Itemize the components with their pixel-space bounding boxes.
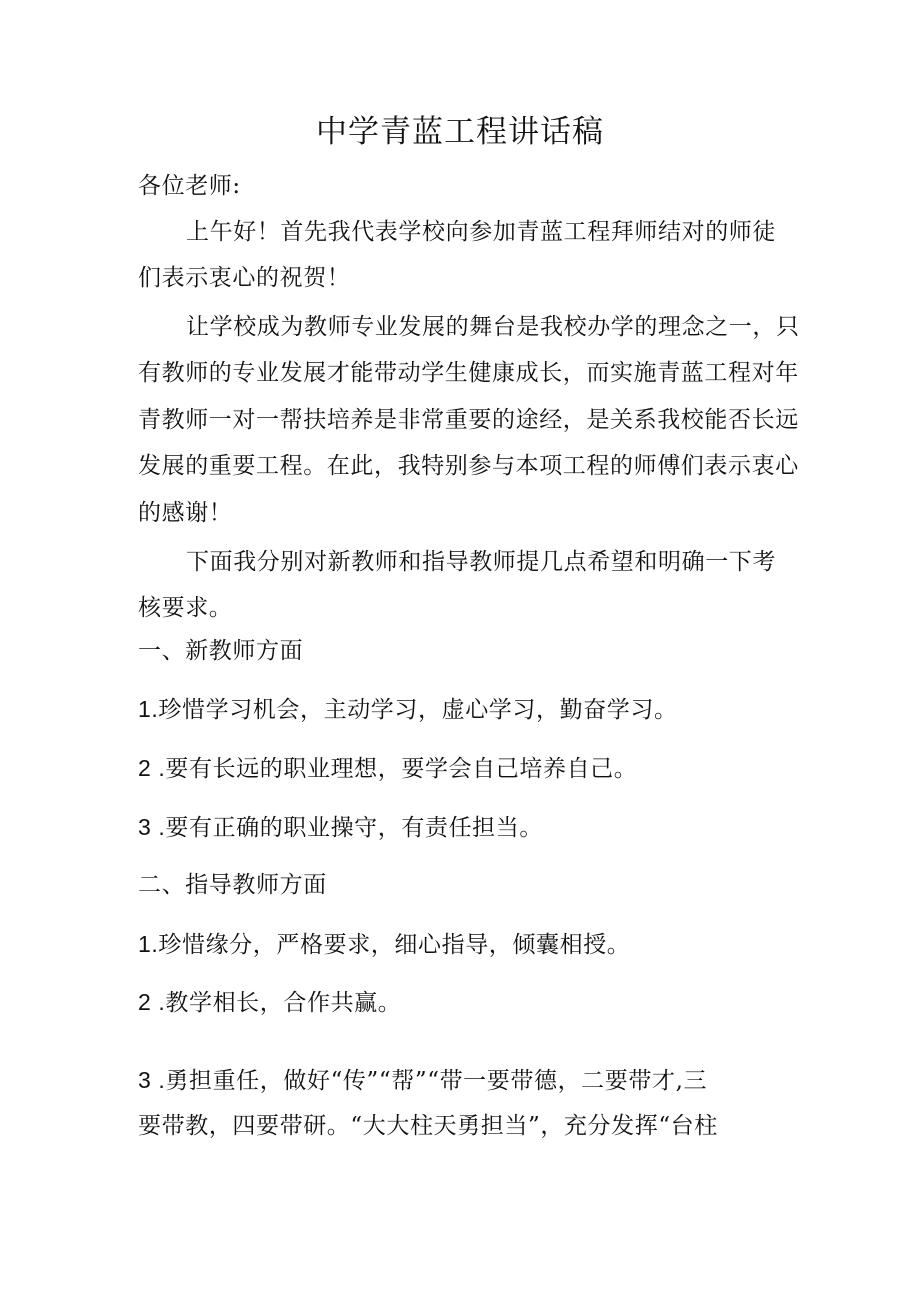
- paragraph2-line4: 发展的重要工程。在此，我特别参与本项工程的师傅们表示衷心: [138, 453, 799, 479]
- item-text: 珍惜缘分，严格要求，细心指导，倾囊相授。: [158, 932, 631, 958]
- paragraph1-line1: 上午好！首先我代表学校向参加青蓝工程拜师结对的师徒: [186, 219, 776, 245]
- section2-item3: [138, 1063, 707, 1098]
- section1-item3: [138, 810, 543, 845]
- paragraph3-line2: 核要求。: [138, 595, 233, 621]
- paragraph1-line2: 们表示衷心的祝贺！: [138, 265, 351, 291]
- section1-heading: 一、新教师方面: [138, 638, 304, 664]
- item-text: 勇担重任，做好“传”“帮”“带一要带德，二要带才,三: [165, 1068, 708, 1094]
- salutation: 各位老师:: [138, 173, 241, 199]
- section1-item1: [138, 692, 678, 727]
- item-text: 教学相长，合作共赢。: [165, 990, 402, 1016]
- section2-item1: [138, 927, 630, 962]
- section2-item3-continuation: 要带教，四要带研。“大大柱天勇担当”，充分发挥“台柱: [138, 1113, 718, 1139]
- item-number: 2 .: [138, 755, 166, 781]
- section1-item2: [138, 751, 637, 786]
- section2-item2: [138, 985, 401, 1020]
- item-number: 3 .: [138, 814, 166, 840]
- document-title: 中学青蓝工程讲话稿: [316, 114, 604, 150]
- paragraph2-line5: 的感谢！: [138, 500, 233, 526]
- item-number: 3 .: [138, 1067, 166, 1093]
- item-number: 1.: [138, 931, 159, 957]
- item-text: 要有长远的职业理想，要学会自己培养自己。: [165, 756, 638, 782]
- item-text: 要有正确的职业操守，有责任担当。: [165, 815, 543, 841]
- paragraph2-line2: 有教师的专业发展才能带动学生健康成长，而实施青蓝工程对年: [138, 360, 799, 386]
- paragraph2-line1: 让学校成为教师专业发展的舞台是我校办学的理念之一，只: [186, 314, 800, 340]
- item-text: 珍惜学习机会，主动学习，虚心学习，勤奋学习。: [158, 697, 678, 723]
- item-number: 1.: [138, 696, 159, 722]
- section2-heading: 二、指导教师方面: [138, 872, 327, 898]
- paragraph2-line3: 青教师一对一帮扶培养是非常重要的途经，是关系我校能否长远: [138, 407, 799, 433]
- item-number: 2 .: [138, 989, 166, 1015]
- paragraph3-line1: 下面我分别对新教师和指导教师提几点希望和明确一下考: [186, 549, 776, 575]
